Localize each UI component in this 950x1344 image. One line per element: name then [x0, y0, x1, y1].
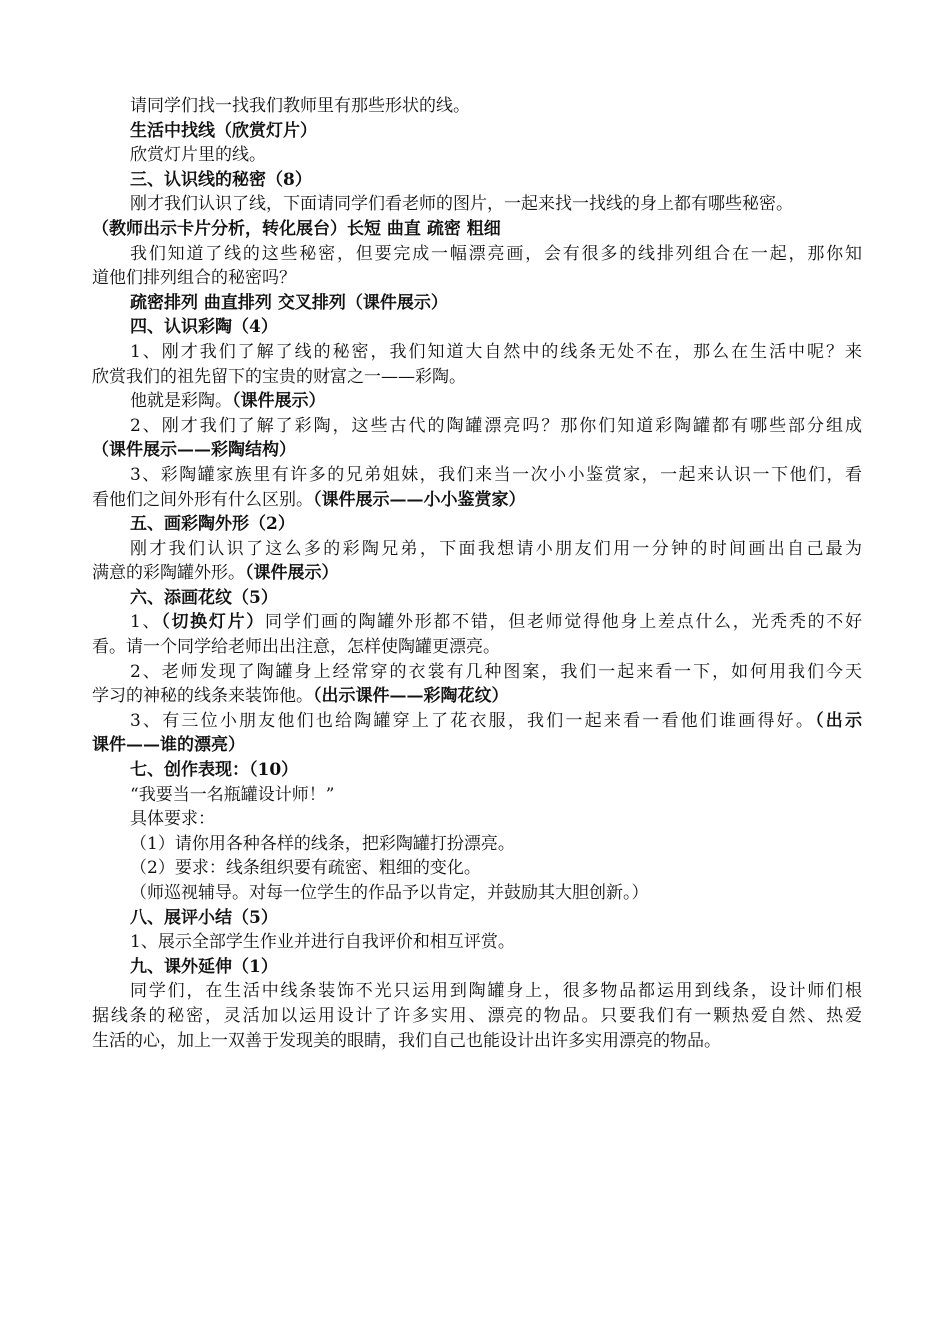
text-run: 2、老师发现了陶罐身上经常穿的衣裳有几种图案，我们一起来看一下，如何用我们今天 — [130, 661, 862, 682]
bold-text: （课件展示） — [245, 563, 339, 584]
text-line — [92, 660, 862, 685]
text-run: 满意的彩陶罐外形。 — [92, 563, 245, 584]
document-body — [92, 94, 862, 1053]
section-heading — [92, 955, 862, 980]
text-line — [92, 610, 862, 635]
text-line — [92, 438, 862, 463]
text-run: 3、彩陶罐家族里有许多的兄弟姐妹，我们来当一次小小鉴赏家，一起来认识一下他们，看 — [130, 464, 862, 485]
bold-text: （课件展示——彩陶结构） — [92, 440, 296, 461]
bold-text: 八、展评小结（5） — [130, 907, 278, 928]
bold-text: （课件展示——小小鉴赏家） — [313, 489, 526, 510]
text-run: （1）请你用各种各样的线条，把彩陶罐打扮漂亮。 — [130, 833, 515, 854]
text-line — [92, 807, 862, 832]
text-run: 欣赏灯片里的线。 — [130, 145, 266, 166]
text-line — [92, 488, 862, 513]
text-run: 同学们，在生活中线条装饰不光只运用到陶罐身上，很多物品都运用到线条，设计师们根 — [130, 981, 862, 1002]
section-heading — [92, 315, 862, 340]
text-line — [92, 856, 862, 881]
text-line — [92, 365, 862, 390]
text-line — [92, 266, 862, 291]
text-line — [92, 1029, 862, 1054]
text-line — [92, 242, 862, 267]
bold-text: 生活中找线（欣赏灯片） — [130, 120, 317, 141]
text-run: 我们知道了线的这些秘密，但要完成一幅漂亮画，会有很多的线排列组合在一起，那你知 — [130, 243, 862, 264]
text-run: 他就是彩陶。 — [130, 391, 232, 412]
section-heading — [92, 906, 862, 931]
text-run: 据线条的秘密，灵活加以运用设计了许多实用、漂亮的物品。只要我们有一颗热爱自然、热爱 — [92, 1005, 862, 1026]
text-line — [92, 143, 862, 168]
text-line — [92, 389, 862, 414]
text-line — [92, 192, 862, 217]
text-line — [92, 684, 862, 709]
text-line — [92, 733, 862, 758]
bold-text: 五、画彩陶外形（2） — [130, 514, 295, 535]
bold-text: （出示 — [815, 710, 862, 731]
text-run: 3、有三位小朋友他们也给陶罐穿上了花衣服，我们一起来看一看他们谁画得好。 — [130, 710, 816, 731]
section-heading — [92, 758, 862, 783]
bold-text: 七、创作表现：（10） — [130, 760, 299, 781]
text-run: 同学们画的陶罐外形都不错，但老师觉得他身上差点什么，光秃秃的不好 — [265, 612, 863, 633]
bold-text: 六、添画花纹（5） — [130, 587, 278, 608]
section-heading — [92, 586, 862, 611]
text-line — [92, 217, 862, 242]
text-run: 道他们排列组合的秘密吗？ — [92, 268, 296, 289]
text-line — [92, 832, 862, 857]
text-run: 刚才我们认识了线，下面请同学们看老师的图片，一起来找一找线的身上都有哪些秘密。 — [130, 194, 793, 215]
section-heading — [92, 168, 862, 193]
text-run: 刚才我们认识了这么多的彩陶兄弟，下面我想请小朋友们用一分钟的时间画出自己最为 — [130, 538, 862, 559]
text-run: 看他们之间外形有什么区别。 — [92, 489, 313, 510]
bold-text: 九、课外延伸（1） — [130, 956, 278, 977]
text-line — [92, 340, 862, 365]
text-run: （2）要求：线条组织要有疏密、粗细的变化。 — [130, 858, 481, 879]
section-heading — [92, 512, 862, 537]
bold-text: （出示课件——彩陶花纹） — [313, 686, 509, 707]
text-run: 1、 — [130, 612, 162, 633]
text-line — [92, 930, 862, 955]
bold-text: 疏密排列 曲直排列 交叉排列（课件展示） — [130, 292, 448, 313]
text-run: （师巡视辅导。对每一位学生的作品予以肯定，并鼓励其大胆创新。） — [130, 883, 649, 903]
text-run: 学习的神秘的线条来装饰他。 — [92, 686, 313, 707]
bold-text: 四、认识彩陶（4） — [130, 317, 278, 338]
text-line — [92, 1004, 862, 1029]
text-line — [92, 94, 862, 119]
text-run: 2、刚才我们了解了彩陶，这些古代的陶罐漂亮吗？那你们知道彩陶罐都有哪些部分组成 — [130, 415, 862, 436]
text-run: 1、展示全部学生作业并进行自我评价和相互评赏。 — [130, 932, 515, 953]
text-line — [92, 291, 862, 316]
text-line — [92, 783, 862, 808]
text-run: 请同学们找一找我们教师里有那些形状的线。 — [130, 96, 470, 116]
text-run: 生活的心，加上一双善于发现美的眼睛，我们自己也能设计出许多实用漂亮的物品。 — [92, 1030, 721, 1051]
text-run: 看。请一个同学给老师出出注意，怎样使陶罐更漂亮。 — [92, 637, 500, 658]
text-line — [92, 635, 862, 660]
text-line — [92, 463, 862, 488]
text-line — [92, 881, 862, 906]
bold-text: （教师出示卡片分析，转化展台）长短 曲直 疏密 粗细 — [92, 218, 501, 239]
bold-text: 三、认识线的秘密（8） — [130, 169, 312, 190]
text-run: “我要当一名瓶罐设计师！” — [130, 784, 335, 805]
text-line — [92, 414, 862, 439]
text-run: 欣赏我们的祖先留下的宝贵的财富之一——彩陶。 — [92, 366, 466, 387]
bold-text: （课件展示） — [232, 391, 326, 412]
text-run: 具体要求： — [130, 809, 215, 830]
text-run: 1、刚才我们了解了线的秘密，我们知道大自然中的线条无处不在，那么在生活中呢？来 — [130, 341, 862, 362]
text-line — [92, 119, 862, 144]
bold-text: （切换灯片） — [161, 612, 266, 633]
text-line — [92, 709, 862, 734]
text-line — [92, 979, 862, 1004]
text-line — [92, 561, 862, 586]
bold-text: 课件——谁的漂亮） — [92, 735, 245, 756]
text-line — [92, 537, 862, 562]
